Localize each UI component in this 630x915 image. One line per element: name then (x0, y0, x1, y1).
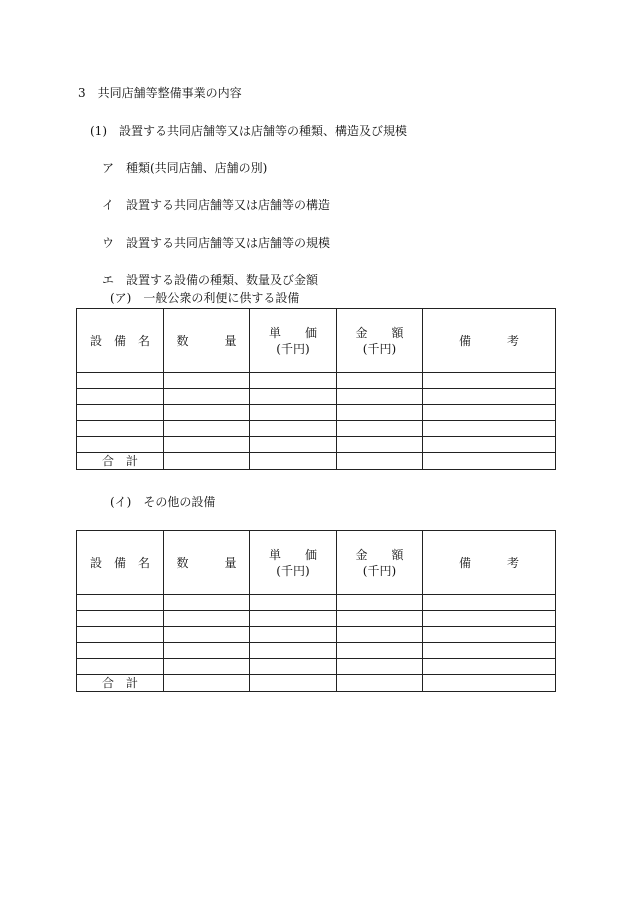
cell[interactable] (250, 611, 337, 627)
table-row (77, 627, 556, 643)
cell[interactable] (77, 611, 164, 627)
header-amount: 金 額 (千円) (337, 309, 423, 373)
cell[interactable] (164, 421, 250, 437)
cell[interactable] (250, 453, 337, 470)
cell[interactable] (423, 595, 556, 611)
header-remarks: 備 考 (423, 531, 556, 595)
table-header-row (77, 531, 556, 595)
cell[interactable] (77, 659, 164, 675)
cell[interactable] (77, 373, 164, 389)
header-equipment-name: 設 備 名 (77, 531, 164, 595)
table-row (77, 643, 556, 659)
sub-item-e: エ 設置する設備の種類、数量及び金額 (102, 273, 319, 287)
cell[interactable] (164, 389, 250, 405)
header-unit-price: 単 価 (千円) (250, 531, 337, 595)
cell[interactable] (337, 675, 423, 692)
header-quantity: 数 量 (164, 531, 250, 595)
header-unit-price: 単 価 (千円) (250, 309, 337, 373)
cell[interactable] (164, 405, 250, 421)
total-label: 合 計 (77, 453, 164, 470)
cell[interactable] (250, 389, 337, 405)
cell[interactable] (164, 595, 250, 611)
total-row (77, 675, 556, 692)
cell[interactable] (250, 595, 337, 611)
item-1-heading: (1) 設置する共同店舗等又は店舗等の種類、構造及び規模 (90, 124, 408, 138)
cell[interactable] (250, 643, 337, 659)
cell[interactable] (337, 421, 423, 437)
cell[interactable] (337, 453, 423, 470)
cell[interactable] (77, 421, 164, 437)
table-row (77, 389, 556, 405)
table-row (77, 595, 556, 611)
cell[interactable] (77, 595, 164, 611)
cell[interactable] (423, 611, 556, 627)
total-row (77, 453, 556, 470)
cell[interactable] (423, 659, 556, 675)
cell[interactable] (164, 453, 250, 470)
cell[interactable] (423, 373, 556, 389)
cell[interactable] (337, 389, 423, 405)
cell[interactable] (337, 595, 423, 611)
cell[interactable] (337, 611, 423, 627)
cell[interactable] (77, 437, 164, 453)
cell[interactable] (423, 675, 556, 692)
header-amount: 金 額 (千円) (337, 531, 423, 595)
cell[interactable] (423, 437, 556, 453)
cell[interactable] (164, 675, 250, 692)
cell[interactable] (423, 627, 556, 643)
cell[interactable] (77, 405, 164, 421)
header-remarks: 備 考 (423, 309, 556, 373)
table-row (77, 373, 556, 389)
cell[interactable] (337, 659, 423, 675)
cell[interactable] (164, 437, 250, 453)
cell[interactable] (164, 373, 250, 389)
cell[interactable] (337, 405, 423, 421)
cell[interactable] (250, 437, 337, 453)
sub-item-u: ウ 設置する共同店舗等又は店舗等の規模 (102, 236, 331, 250)
cell[interactable] (250, 675, 337, 692)
cell[interactable] (337, 437, 423, 453)
cell[interactable] (250, 405, 337, 421)
cell[interactable] (164, 627, 250, 643)
cell[interactable] (250, 659, 337, 675)
cell[interactable] (337, 373, 423, 389)
equipment-table-other (76, 530, 556, 692)
cell[interactable] (423, 453, 556, 470)
cell[interactable] (250, 627, 337, 643)
header-quantity: 数 量 (164, 309, 250, 373)
cell[interactable] (164, 643, 250, 659)
cell[interactable] (164, 659, 250, 675)
table-header-row (77, 309, 556, 373)
table2-caption: (イ) その他の設備 (110, 495, 216, 509)
sub-item-i: イ 設置する共同店舗等又は店舗等の構造 (102, 198, 331, 212)
cell[interactable] (250, 421, 337, 437)
table-row (77, 437, 556, 453)
sub-item-a: ア 種類(共同店舗、店舗の別) (102, 161, 268, 175)
table-row (77, 611, 556, 627)
table-row (77, 659, 556, 675)
cell[interactable] (423, 405, 556, 421)
cell[interactable] (77, 643, 164, 659)
equipment-table-public (76, 308, 556, 470)
cell[interactable] (77, 389, 164, 405)
cell[interactable] (250, 373, 337, 389)
table-row (77, 405, 556, 421)
cell[interactable] (77, 627, 164, 643)
cell[interactable] (423, 389, 556, 405)
table-row (77, 421, 556, 437)
table1-caption: (ア) 一般公衆の利便に供する設備 (110, 291, 300, 305)
cell[interactable] (423, 421, 556, 437)
section-heading: 3 共同店舗等整備事業の内容 (78, 86, 242, 100)
total-label: 合 計 (77, 675, 164, 692)
cell[interactable] (423, 643, 556, 659)
cell[interactable] (337, 627, 423, 643)
cell[interactable] (164, 611, 250, 627)
header-equipment-name: 設 備 名 (77, 309, 164, 373)
cell[interactable] (337, 643, 423, 659)
